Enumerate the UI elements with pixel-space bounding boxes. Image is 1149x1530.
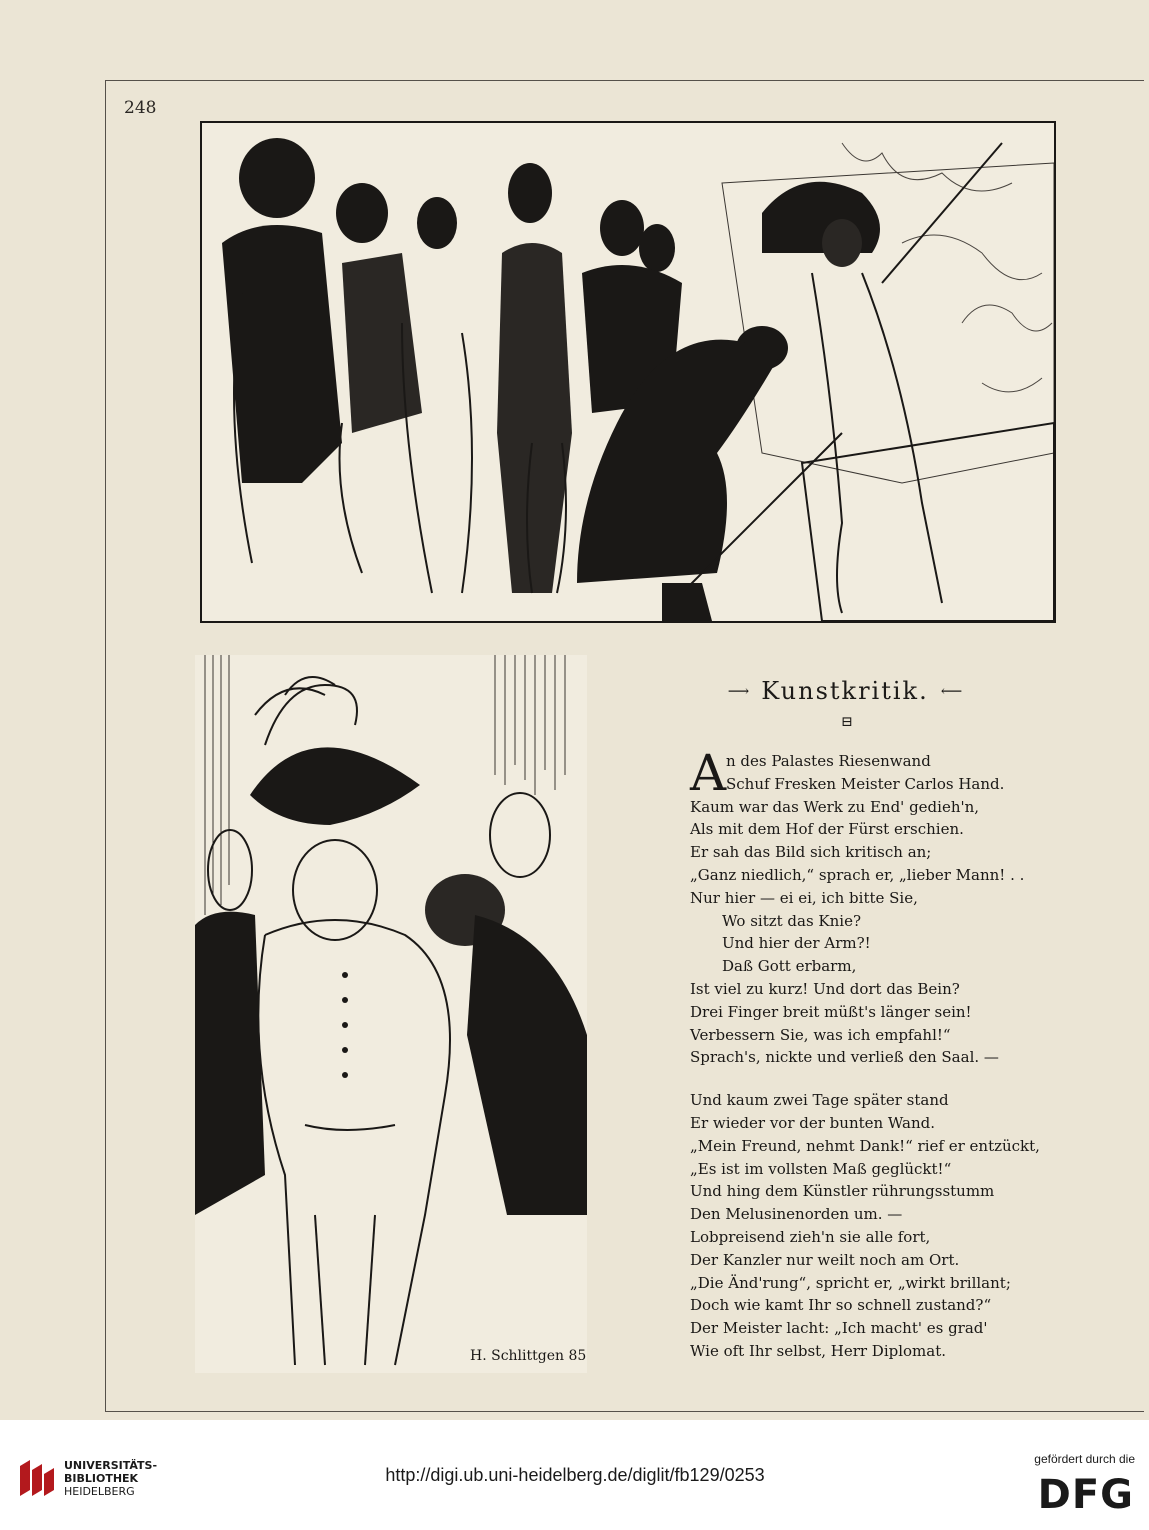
poem-line: „Die Änd'rung“, spricht er, „wirkt brillant;	[690, 1273, 1011, 1292]
library-emblem-icon	[16, 1456, 56, 1500]
poem-line: „Ganz niedlich,“ sprach er, „lieber Mann! . .	[690, 865, 1025, 884]
library-name-line3: HEIDELBERG	[64, 1484, 135, 1498]
poem-line: Der Meister lacht: „Ich macht' es grad'	[690, 1319, 988, 1338]
poem-body	[690, 744, 1110, 1383]
title-ornament-right: ⟵	[940, 682, 963, 700]
poem-line: Lobpreisend zieh'n sie alle fort,	[690, 1227, 931, 1246]
poem-line: Drei Finger breit müßt's länger sein!	[690, 1002, 972, 1021]
poem-line: Kaum war das Werk zu End' gedieh'n,	[690, 797, 980, 816]
artist-signature: H. Schlittgen 85	[470, 1348, 587, 1364]
university-library-logo[interactable]	[16, 1456, 157, 1500]
poem-line: Den Melusinenorden um. —	[690, 1205, 903, 1224]
poem-line: Nur hier — ei ei, ich bitte Sie,	[690, 888, 918, 907]
library-name-line1: UNIVERSITÄTS-	[64, 1458, 158, 1472]
title-sub-ornament: ⊟	[841, 714, 853, 730]
title-ornament-left: ⟶	[727, 682, 750, 700]
poem-line: Und hier der Arm?!	[722, 934, 871, 953]
permalink-url[interactable]: http://digi.ub.uni-heidelberg.de/diglit/fb129/0253	[385, 1465, 765, 1485]
poem-line: „Mein Freund, nehmt Dank!“ rief er entzückt,	[690, 1136, 1040, 1155]
poem-line: Der Kanzler nur weilt noch am Ort.	[690, 1250, 960, 1269]
top-illustration-drawing	[202, 123, 1054, 621]
top-illustration	[200, 121, 1056, 623]
drop-cap: A	[690, 744, 727, 802]
library-name	[64, 1459, 157, 1498]
library-name-line2: BIBLIOTHEK	[64, 1471, 139, 1485]
poem-line: Wie oft Ihr selbst, Herr Diplomat.	[690, 1341, 947, 1360]
poem-line: Er sah das Bild sich kritisch an;	[690, 843, 932, 862]
poem-line: Er wieder vor der bunten Wand.	[690, 1113, 936, 1132]
poem-stanza-1	[690, 744, 1110, 1069]
bottom-illustration	[195, 655, 587, 1373]
poem-line: Daß Gott erbarm,	[722, 957, 857, 976]
page-number: 248	[124, 98, 157, 118]
poem-line: n des Palastes Riesenwand	[726, 752, 931, 770]
poem-line: Verbessern Sie, was ich empfahl!“	[690, 1025, 951, 1044]
bottom-illustration-drawing	[195, 655, 587, 1373]
dfg-logo[interactable]: DFG	[1037, 1472, 1134, 1518]
poem-line: Sprach's, nickte und verließ den Saal. —	[690, 1048, 999, 1067]
poem-line: „Es ist im vollsten Maß geglückt!“	[690, 1159, 952, 1178]
dfg-funding-label: gefördert durch die	[1034, 1452, 1135, 1466]
poem-line: Wo sitzt das Knie?	[722, 911, 862, 930]
poem-line: Doch wie kamt Ihr so schnell zustand?“	[690, 1296, 992, 1315]
poem-title: Kunstkritik.	[761, 677, 929, 705]
poem-line: Und kaum zwei Tage später stand	[690, 1091, 949, 1110]
poem-line: Schuf Fresken Meister Carlos Hand.	[726, 774, 1005, 793]
poem-stanza-2	[690, 1089, 1110, 1363]
poem-line: Als mit dem Hof der Fürst erschien.	[690, 820, 964, 839]
poem-line: Und hing dem Künstler rührungsstumm	[690, 1182, 995, 1201]
poem-title-row	[690, 676, 1000, 706]
poem-line: Ist viel zu kurz! Und dort das Bein?	[690, 979, 960, 998]
